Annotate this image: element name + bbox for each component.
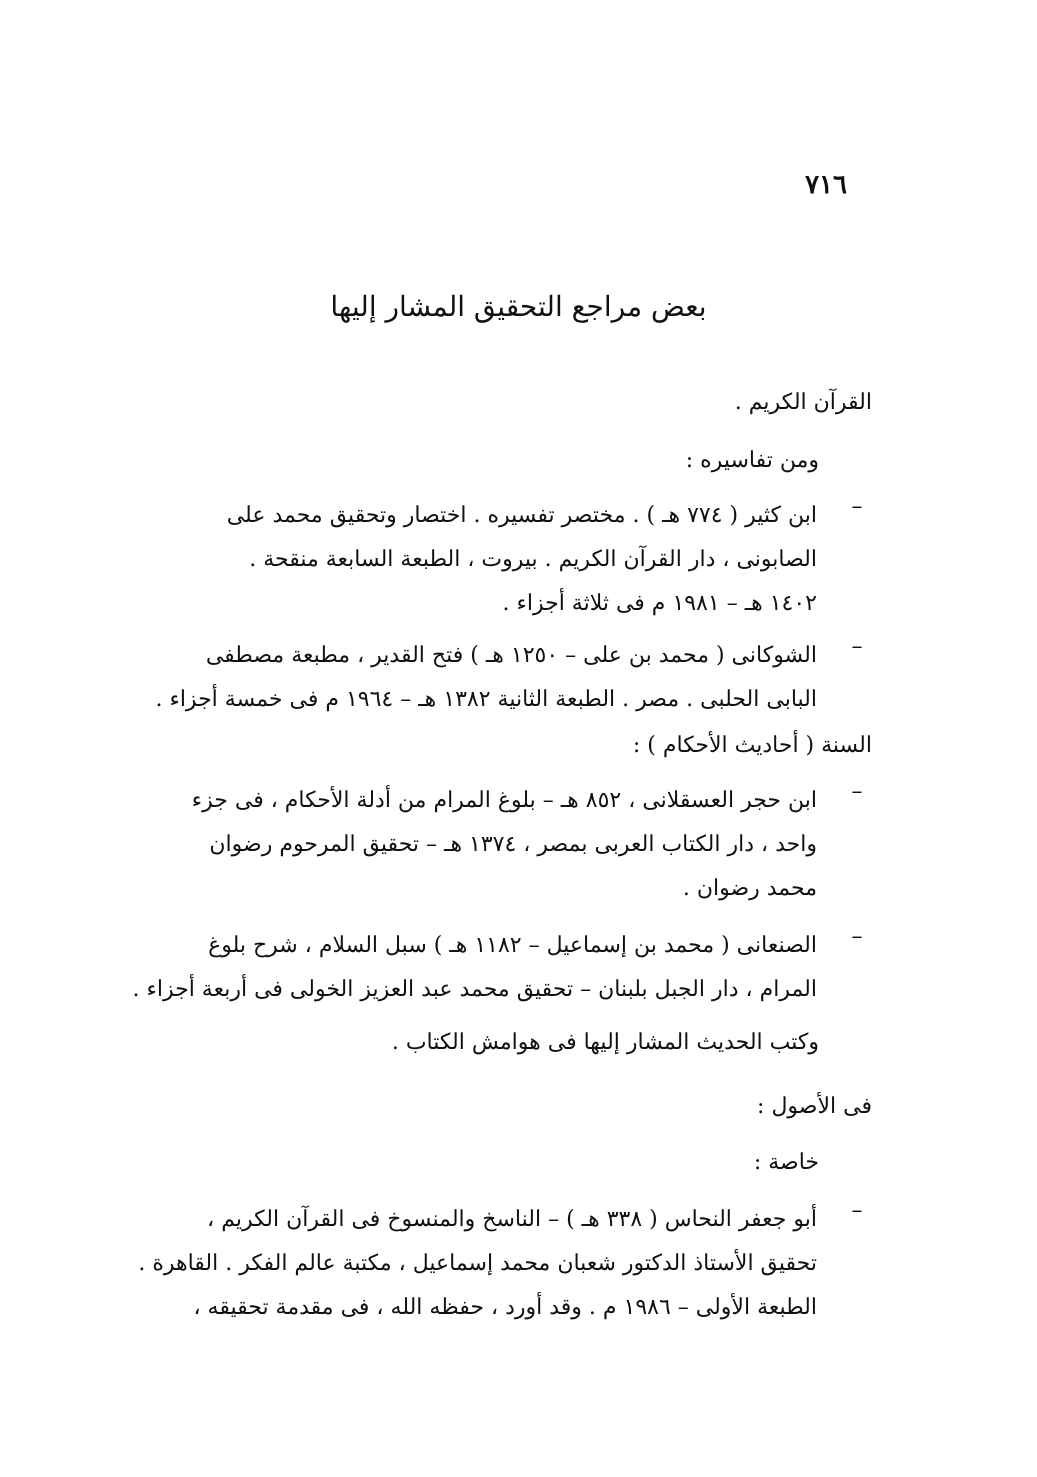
reference-entry-ibn-kathir	[172, 494, 872, 626]
entry-line: تحقيق الأستاذ الدكتور شعبان محمد إسماعيل ، مكتبة عالم الفكر . القاهرة .	[138, 1251, 817, 1276]
entry-dash: –	[851, 924, 863, 949]
section-heading-quran: القرآن الكريم .	[734, 390, 872, 415]
entry-dash: –	[851, 634, 863, 659]
reference-entry-sanani	[132, 924, 872, 1012]
hadith-note: وكتب الحديث المشار إليها فى هوامش الكتاب .	[391, 1030, 819, 1055]
entry-line: الصابونى ، دار القرآن الكريم . بيروت ، الطبعة السابعة منقحة .	[249, 547, 817, 572]
entry-dash: –	[851, 779, 863, 804]
entry-line: الشوكانى ( محمد بن على – ١٢٥٠ هـ ) فتح القدير ، مطبعة مصطفى	[205, 643, 817, 668]
section-heading-usul: فى الأصول :	[757, 1094, 872, 1119]
entry-line: الصنعانى ( محمد بن إسماعيل – ١١٨٢ هـ ) سبل السلام ، شرح بلوغ	[208, 933, 817, 958]
entry-line: أبو جعفر النحاس ( ٣٣٨ هـ ) – الناسخ والمنسوخ فى القرآن الكريم ،	[207, 1207, 817, 1232]
entry-line: واحد ، دار الكتاب العربى بمصر ، ١٣٧٤ هـ – تحقيق المرحوم رضوان	[209, 832, 817, 857]
entry-line: البابى الحلبى . مصر . الطبعة الثانية ١٣٨٢ هـ – ١٩٦٤ م فى خمسة أجزاء .	[155, 687, 817, 712]
section-heading-tafasir: ومن تفاسيره :	[685, 448, 819, 473]
page-number: ٧١٦	[805, 170, 847, 200]
reference-entry-shawkani	[155, 634, 872, 722]
entry-line: ابن كثير ( ٧٧٤ هـ ) . مختصر تفسيره . اختصار وتحقيق محمد على	[226, 503, 817, 528]
entry-line: ابن حجر العسقلانى ، ٨٥٢ هـ – بلوغ المرام من أدلة الأحكام ، فى جزء	[191, 788, 817, 813]
section-heading-sunna: السنة ( أحاديث الأحكام ) :	[632, 733, 872, 758]
entry-line: المرام ، دار الجبل بلبنان – تحقيق محمد عبد العزيز الخولى فى أربعة أجزاء .	[132, 977, 817, 1002]
reference-entry-ibn-hajar	[172, 779, 872, 911]
entry-dash: –	[851, 1198, 863, 1223]
section-heading-khassa: خاصة :	[753, 1150, 819, 1175]
reference-entry-nahhas	[138, 1198, 872, 1330]
entry-dash: –	[851, 494, 863, 519]
entry-line: ١٤٠٢ هـ – ١٩٨١ م فى ثلاثة أجزاء .	[502, 591, 817, 616]
entry-line: الطبعة الأولى – ١٩٨٦ م . وقد أورد ، حفظه الله ، فى مقدمة تحقيقه ،	[193, 1295, 817, 1320]
page-title: بعض مراجع التحقيق المشار إليها	[330, 290, 707, 323]
entry-line: محمد رضوان .	[682, 876, 817, 901]
